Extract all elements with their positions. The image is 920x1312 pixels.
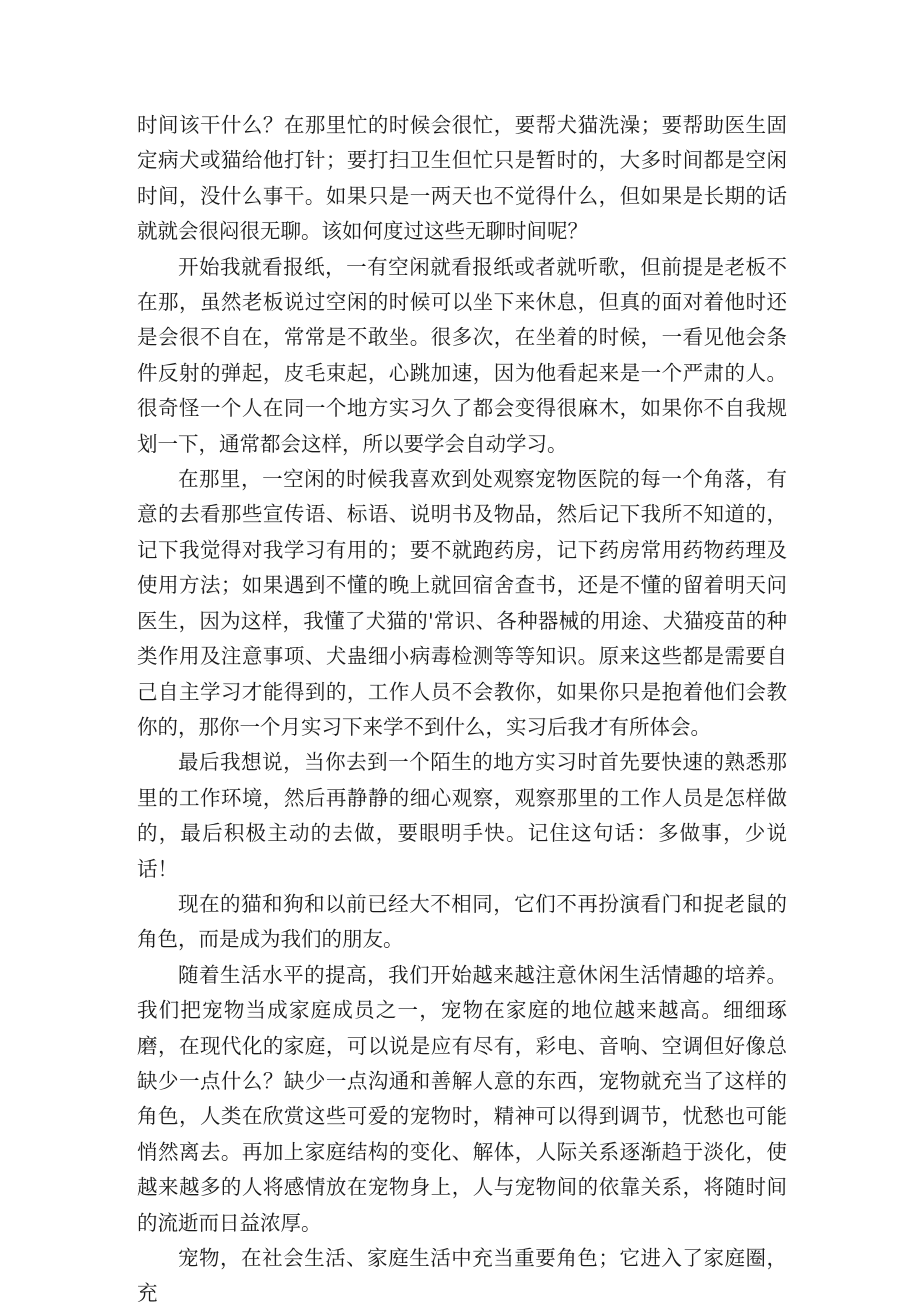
paragraph-6: 随着生活水平的提高，我们开始越来越注意休闲生活情趣的培养。我们把宠物当成家庭成员之一，宠物在家庭的地位越来越高。细细琢磨，在现代化的家庭，可以说是应有尽有，彩电、音响、空调但好像总缺少一点什么？缺少一点沟通和善解人意的东西，宠物就充当了这样的角色，人类在欣赏这些可爱的宠物时，精神可以得到调节，忧愁也可能悄然离去。再加上家庭结构的变化、解体，人际关系逐渐趋于淡化，使越来越多的人将感情放在宠物身上，人与宠物间的依靠关系，将随时间的流逝而日益浓厚。 bbox=[137, 962, 787, 1235]
paragraph-4: 最后我想说，当你去到一个陌生的地方实习时首先要快速的熟悉那里的工作环境，然后再静静的细心观察，观察那里的工作人员是怎样做的，最后积极主动的去做，要眼明手快。记住这句话：多做事，少说话！ bbox=[137, 750, 787, 881]
paragraph-1: 时间该干什么？在那里忙的时候会很忙，要帮犬猫洗澡；要帮助医生固定病犬或猫给他打针；要打扫卫生但忙只是暂时的，大多时间都是空闲时间，没什么事干。如果只是一两天也不觉得什么，但如果是长期的话就就会很闷很无聊。该如何度过这些无聊时间呢？ bbox=[137, 113, 787, 244]
document-body bbox=[137, 108, 787, 1312]
paragraph-5: 现在的猫和狗和以前已经大不相同，它们不再扮演看门和捉老鼠的角色，而是成为我们的朋友。 bbox=[137, 891, 787, 952]
paragraph-2: 开始我就看报纸，一有空闲就看报纸或者就听歌，但前提是老板不在那，虽然老板说过空闲的时候可以坐下来休息，但真的面对着他时还是会很不自在，常常是不敢坐。很多次，在坐着的时候，一看见他会条件反射的弹起，皮毛束起，心跳加速，因为他看起来是一个严肃的人。很奇怪一个人在同一个地方实习久了都会变得很麻木，如果你不自我规划一下，通常都会这样，所以要学会自动学习。 bbox=[137, 254, 787, 456]
paragraph-3: 在那里，一空闲的时候我喜欢到处观察宠物医院的每一个角落，有意的去看那些宣传语、标语、说明书及物品，然后记下我所不知道的，记下我觉得对我学习有用的；要不就跑药房，记下药房常用药物药理及使用方法；如果遇到不懂的晚上就回宿舍查书，还是不懂的留着明天问医生，因为这样，我懂了犬猫的'常识、各种器械的用途、犬猫疫苗的种类作用及注意事项、犬蛊细小病毒检测等等知识。原来这些都是需要自己自主学习才能得到的，工作人员不会教你，如果你只是抱着他们会教你的，那你一个月实习下来学不到什么，实习后我才有所体会。 bbox=[137, 467, 787, 739]
paragraph-7: 宠物，在社会生活、家庭生活中充当重要角色；它进入了家庭圈，充 bbox=[137, 1246, 787, 1306]
